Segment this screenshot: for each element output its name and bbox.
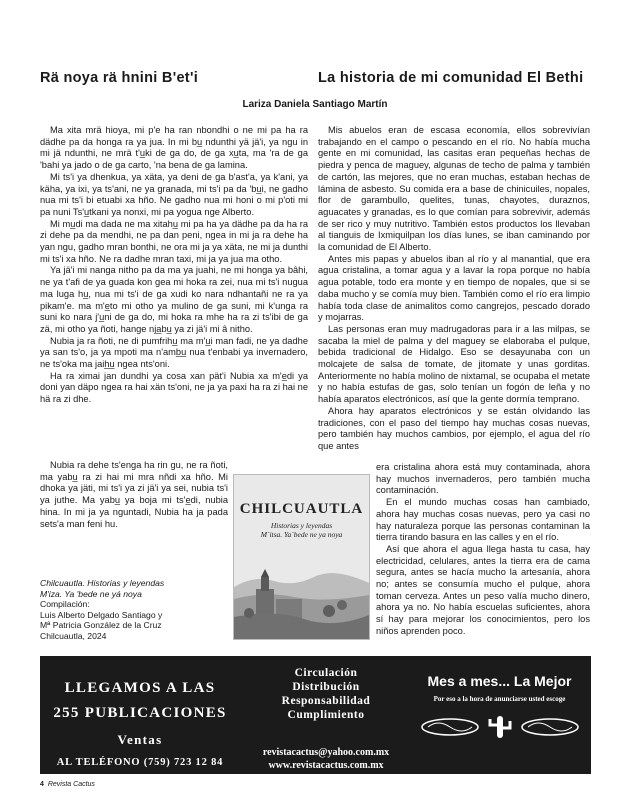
banner-tagline: Por eso a la hora de anunciarse usted escoge	[433, 695, 566, 703]
book-cover-subtitle-line1: Historias y leyendas	[270, 521, 333, 530]
otomi-column-bottom	[40, 460, 228, 530]
spanish-paragraph: era cristalina ahora está muy contaminada, ahora hay muchos invernaderos, pero también mucha contaminación.	[376, 462, 590, 496]
banner-circulacion: Circulación	[294, 667, 358, 679]
book-cover-subtitle	[234, 521, 369, 539]
otomi-paragraph: Ha ra ximai jan dundhi ya cosa xan pät'i Nubia xa m'e̲di ya doni yan däpo ngea ra hai xän ts'oni, ne ja ya paxi ha ra zi hai ne hä ra zi dhe.	[40, 370, 308, 405]
book-cover-image	[233, 474, 370, 640]
banner-email: revistacactus@yahoo.com.mx	[262, 747, 390, 758]
banner-publications-line1: LLEGAMOS A LAS	[64, 680, 216, 696]
otomi-paragraph: Ya jä'i mi nanga nitho pa da ma ya juahi, ne mi honga ya bâhi, ne ya t'afi de ya guada kon gea mi hoka ra zei, nua mi ts'i nugua ma luga hu̲, nua mi ts'i de ga xudi ko nara ndhantañi ne ra ya pikam'e. ma m'e̲to mi otho ya mulino de ga suni, mi k'unga ra suni ko nara j'u̲ni de ga do, mi hoka ra mhe ha ra zi ts'ibi de ga zä, mi otho ya ñoti, hange nja̲bu̲ ya zi jä'i mi â nitho.	[40, 265, 308, 334]
banner-publications-line2: 255 PUBLICACIONES	[53, 705, 227, 721]
magazine-name: Revista Cactus	[47, 781, 95, 788]
spanish-paragraph: Las personas eran muy madrugadoras para ir a las milpas, se sacaba la miel de palma y del maguey se elaboraba el pulque, bebida tradicional de Hidalgo. Eso se desayunaba con un molcajete de salsa de tomate, de jitomate y unas gorditas. Anteriormente no había molino de nixtamal, se ocupaba el metate y no había estufas de gas, solo tenían un fogón de leña y no había aparatos electrónicos, así que la gente dormía temprano.	[318, 323, 590, 405]
banner-left-section	[40, 656, 240, 768]
spanish-paragraph: Así que ahora el agua llega hasta tu casa, hay electricidad, celulares, antes la tierra era de cama segura, antes se hacía mucho la artesanía, ahora no; antes se consumía mucho el pulque, ahora toman cerveza. Antes un peso valía mucho dinero, ahora ya no. No había escuelas suficientes, ahora sí hay para mejorar los conocimientos, pero los niños aprenden poco.	[376, 543, 590, 636]
otomi-paragraph: Nubia ja ra ñoti, ne di pumfrihu̲ ma m'u̲i man fadi, ne ya dadhe ya san ts'o, ja ya mpoti ma n'amb̲u̲ nua t'enbabi ya invernadero, ne ts'oka ma jaih̲u̲ ngea nts'oni.	[40, 335, 308, 370]
spanish-paragraph: Mis abuelos eran de escasa economía, ellos sobrevivían trabajando en el campo o pescando en el río. No había mucha gente en mi comunidad, las casitas eran pequeñas hechas de piedra y penca de maguey, algunas de techo de palma y también de cartón, las mejores, que no eran muchas, estaban hechas de lámina de asbesto. Su comida era a base de chinicuiles, nopales, flor de garambullo, quelites, tunas, chayotes, duraznos, aguacates y granadas, es lo que comían para sobrevivir, además de ser rico y muy nutritivo. También estos productos los llevaban al tianguis de Ixmiquilpan los días lunes, se iban caminando por la comunidad de El Alberto.	[318, 125, 590, 253]
otomi-paragraph: Nubia ra dehe ts'enga ha rin gu, ne ra ñoti, ma yabu̲ ra zi hai mi mra nñdi xa hño. Mi dhoka ya jäti, mi ts'i ya zi jä'i ya sei, nubia ts'i ya juthe. Ma yabu̲ ya boja mi ts'e̲di, nubia hina. In mi ja ya nguntadi, Nubia ha ja pada sets'a man feni hu.	[40, 460, 228, 529]
banner-middle-section	[246, 666, 406, 772]
otomi-paragraph: Ma xita mrä hioya, mi p'e ha ran nbondhi o ne mi pa ha ra dädhe pa da honga ra ya jua. In mi bu̲ ndunthi yä jä'i, ya ngu in mi jä ndunthi, ne mrä t'u̲ki de ga do, de ga xu̲ta, ma 'ra de ga 'bahi ya jado o de ga carto, 'na bena de ga lamina.	[40, 125, 308, 171]
spanish-column	[318, 125, 590, 453]
banner-slogan: Mes a mes... La Mejor	[427, 673, 572, 689]
banner-sales: Ventas	[117, 732, 163, 747]
banner-phone: AL TELÉFONO (759) 723 12 84	[56, 757, 224, 768]
otomi-paragraph: Mi mu̲di ma dada ne ma xitahu̲ mi pa ha ya dädhe pa da ha ra zi dehe pa da mendhi, ne pa dan peni, ngea in mi ja ra dehe ha yan ngu, gadho mran bonthi, ne ora mi ja ya xäta, ne mi ja dunthi mi ts'i xa hño. Ne ra dadhe mran taxi, mi ja ya jua ma otho.	[40, 218, 308, 264]
otomi-paragraph: Mi ts'i ya dhenkua, ya xäta, ya deni de ga b'ast'a, ya k'ani, ya käha, ya ixi, ya ts'ani, ne ya granada, mi ts'i pa da 'bu̲i, ne gadho nua mi ts'i bi etuabi xa hño. Ne gadho nua mi honi o mi p'oti mi pa nuni Ts'u̲tkani ya nonxi, mi pa yogua nge Alberto.	[40, 171, 308, 217]
title-spanish: La historia de mi comunidad El Bethi	[318, 70, 584, 86]
book-cover-subtitle-line2: M´itsa. Ya´bede ne ya noya	[260, 530, 343, 539]
banner-right-section	[412, 673, 587, 739]
spanish-paragraph: Antes mis papas y abuelos iban al río y al manantial, que era agua cristalina, a tomar agua y a lavar la ropa porque no había agua potable, todo era monte y en tiempo de nopales, que si se daba mucho y se comía muy bien. También como el río era limpio había toda clase de animalitos como cangrejos, pescado dorado y mojarras.	[318, 253, 590, 323]
book-cover-illustration	[234, 547, 369, 639]
caption-subtitle: M'iza. Ya 'bede ne yá noya	[40, 588, 142, 599]
cactus-logo-icon	[420, 713, 580, 739]
book-cover-title: CHILCUAUTLA	[239, 501, 364, 517]
banner-responsabilidad: Responsabilidad	[281, 695, 371, 707]
otomi-column	[40, 125, 308, 406]
caption-author-1: Luis Alberto Delgado Santiago y	[40, 609, 163, 620]
book-caption	[40, 578, 230, 642]
page-number: 4	[40, 781, 44, 788]
advertisement-banner	[40, 656, 591, 774]
title-otomi: Rä noya rä hnini B'et'i	[40, 70, 199, 86]
spanish-paragraph: En el mundo muchas cosas han cambiado, ahora hay muchas cosas nuevas, pero ya casi no hay naturaleza porque las personas contaminan la tierra tirando basura en las calles y en el río.	[376, 497, 590, 543]
banner-cumplimiento: Cumplimiento	[287, 709, 365, 721]
banner-website: www.revistacactus.com.mx	[268, 760, 384, 771]
author-name: Lariza Daniela Santiago Martín	[242, 99, 388, 110]
banner-distribucion: Distribución	[292, 681, 360, 693]
caption-place-year: Chilcuautla, 2024	[40, 630, 107, 641]
page-footer	[40, 781, 95, 788]
caption-author-2: Mª Patricia González de la Cruz	[40, 620, 162, 631]
spanish-column-bottom	[376, 462, 590, 638]
caption-compilation: Compilación:	[40, 599, 90, 610]
caption-title: Chilcuautla. Historias y leyendas	[40, 578, 165, 588]
spanish-paragraph: Ahora hay aparatos electrónicos y se están olvidando las tradiciones, con el paso del tiempo hay muchas cosas nuevas, pero también hay muchos cambios, por ejemplo, el agua del río que antes	[318, 405, 590, 451]
